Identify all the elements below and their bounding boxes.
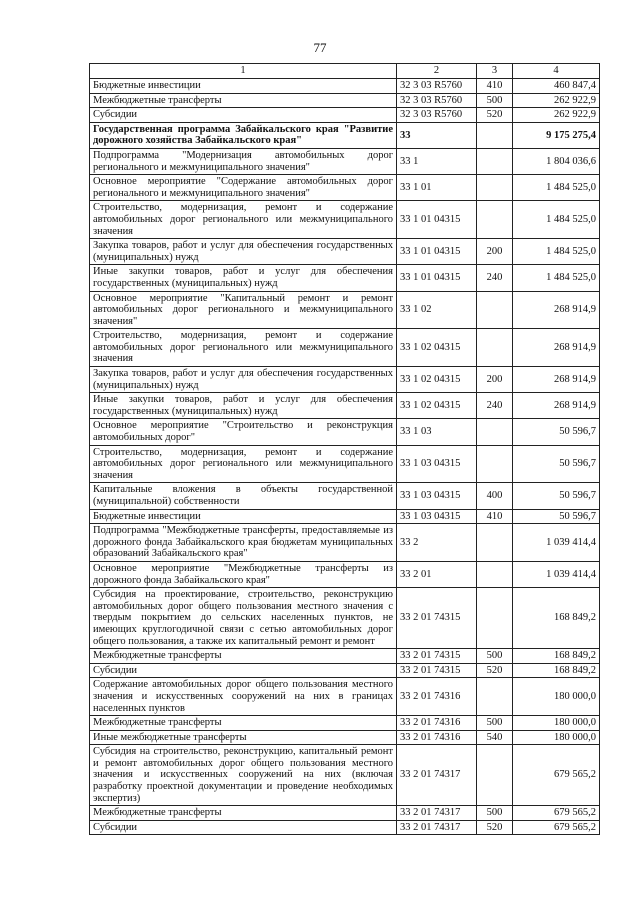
row-code-cell: 33 1 02 04315 bbox=[397, 329, 477, 367]
row-code-cell: 33 2 01 74316 bbox=[397, 678, 477, 716]
row-code-cell: 33 1 02 04315 bbox=[397, 393, 477, 419]
row-code-cell: 33 2 01 74315 bbox=[397, 588, 477, 649]
table-row bbox=[90, 79, 600, 94]
row-amount-cell: 1 039 414,4 bbox=[513, 524, 600, 562]
table-row bbox=[90, 649, 600, 664]
row-amount-cell: 180 000,0 bbox=[513, 678, 600, 716]
header-code: 2 bbox=[397, 64, 477, 79]
row-amount-cell: 50 596,7 bbox=[513, 483, 600, 509]
row-code-cell: 33 2 01 bbox=[397, 561, 477, 587]
row-amount-cell: 1 484 525,0 bbox=[513, 201, 600, 239]
row-vr-cell bbox=[477, 329, 513, 367]
row-code-cell: 32 3 03 R5760 bbox=[397, 79, 477, 94]
row-amount-cell: 268 914,9 bbox=[513, 393, 600, 419]
row-vr-cell: 520 bbox=[477, 820, 513, 835]
table-row bbox=[90, 265, 600, 291]
row-name-cell: Субсидии bbox=[90, 820, 397, 835]
table-row bbox=[90, 329, 600, 367]
row-name-cell: Закупка товаров, работ и услуг для обеспечения государственных (муниципальных) нужд bbox=[90, 239, 397, 265]
row-name-cell: Основное мероприятие "Строительство и реконструкция автомобильных дорог" bbox=[90, 419, 397, 445]
table-row bbox=[90, 561, 600, 587]
table-row bbox=[90, 367, 600, 393]
table-row bbox=[90, 93, 600, 108]
row-vr-cell: 520 bbox=[477, 108, 513, 123]
row-name-cell: Иные закупки товаров, работ и услуг для обеспечения государственных (муниципальных) нужд bbox=[90, 265, 397, 291]
row-name-cell: Субсидии bbox=[90, 663, 397, 678]
row-code-cell: 32 3 03 R5760 bbox=[397, 93, 477, 108]
row-code-cell: 33 1 03 04315 bbox=[397, 509, 477, 524]
row-name-cell: Строительство, модернизация, ремонт и содержание автомобильных дорог регионального или межмуниципального значения bbox=[90, 329, 397, 367]
row-code-cell: 33 2 01 74317 bbox=[397, 820, 477, 835]
table-row bbox=[90, 588, 600, 649]
table-row bbox=[90, 483, 600, 509]
row-vr-cell: 500 bbox=[477, 93, 513, 108]
row-vr-cell: 200 bbox=[477, 367, 513, 393]
row-code-cell: 33 1 03 bbox=[397, 419, 477, 445]
row-amount-cell: 262 922,9 bbox=[513, 93, 600, 108]
row-name-cell: Содержание автомобильных дорог общего пользования местного значения и искусственных сооружений на них в границах населенных пунктов bbox=[90, 678, 397, 716]
row-vr-cell bbox=[477, 201, 513, 239]
row-vr-cell: 500 bbox=[477, 649, 513, 664]
row-amount-cell: 50 596,7 bbox=[513, 509, 600, 524]
row-amount-cell: 679 565,2 bbox=[513, 820, 600, 835]
row-vr-cell bbox=[477, 588, 513, 649]
row-name-cell: Субсидия на проектирование, строительство, реконструкцию автомобильных дорог общего пользования местного значения с твердым покрытием до сельских населенных пунктов, не имеющих круглогодичной связи с сетью автомобильных дорог общего пользования, а также их капитальный ремонт и ремонт bbox=[90, 588, 397, 649]
row-amount-cell: 180 000,0 bbox=[513, 730, 600, 745]
row-name-cell: Межбюджетные трансферты bbox=[90, 93, 397, 108]
row-amount-cell: 268 914,9 bbox=[513, 329, 600, 367]
row-code-cell: 33 2 01 74317 bbox=[397, 806, 477, 821]
page-number: 77 bbox=[313, 40, 327, 55]
row-vr-cell: 400 bbox=[477, 483, 513, 509]
row-vr-cell bbox=[477, 291, 513, 329]
row-code-cell: 33 2 01 74316 bbox=[397, 730, 477, 745]
row-code-cell: 33 2 bbox=[397, 524, 477, 562]
row-vr-cell bbox=[477, 175, 513, 201]
row-amount-cell: 268 914,9 bbox=[513, 367, 600, 393]
row-vr-cell: 410 bbox=[477, 509, 513, 524]
row-code-cell: 33 2 01 74315 bbox=[397, 649, 477, 664]
row-code-cell: 33 1 bbox=[397, 148, 477, 174]
table-row bbox=[90, 122, 600, 148]
row-amount-cell: 168 849,2 bbox=[513, 663, 600, 678]
row-amount-cell: 460 847,4 bbox=[513, 79, 600, 94]
row-vr-cell bbox=[477, 148, 513, 174]
table-row bbox=[90, 175, 600, 201]
row-name-cell: Бюджетные инвестиции bbox=[90, 509, 397, 524]
row-name-cell: Межбюджетные трансферты bbox=[90, 806, 397, 821]
row-name-cell: Государственная программа Забайкальского края "Развитие дорожного хозяйства Забайкальского края" bbox=[90, 122, 397, 148]
row-vr-cell bbox=[477, 745, 513, 806]
header-vr: 3 bbox=[477, 64, 513, 79]
row-name-cell: Строительство, модернизация, ремонт и содержание автомобильных дорог регионального или межмуниципального значения bbox=[90, 445, 397, 483]
row-vr-cell: 500 bbox=[477, 806, 513, 821]
row-vr-cell: 200 bbox=[477, 239, 513, 265]
row-vr-cell: 410 bbox=[477, 79, 513, 94]
row-amount-cell: 1 039 414,4 bbox=[513, 561, 600, 587]
row-code-cell: 33 1 03 04315 bbox=[397, 445, 477, 483]
row-amount-cell: 262 922,9 bbox=[513, 108, 600, 123]
row-name-cell: Капитальные вложения в объекты государственной (муниципальной) собственности bbox=[90, 483, 397, 509]
row-amount-cell: 1 484 525,0 bbox=[513, 239, 600, 265]
budget-table bbox=[89, 63, 600, 835]
row-name-cell: Иные межбюджетные трансферты bbox=[90, 730, 397, 745]
row-code-cell: 33 2 01 74317 bbox=[397, 745, 477, 806]
row-code-cell: 33 1 03 04315 bbox=[397, 483, 477, 509]
table-row bbox=[90, 419, 600, 445]
table-row bbox=[90, 716, 600, 731]
row-vr-cell bbox=[477, 678, 513, 716]
row-code-cell: 33 1 01 04315 bbox=[397, 239, 477, 265]
row-name-cell: Основное мероприятие "Содержание автомобильных дорог регионального и межмуниципального значения" bbox=[90, 175, 397, 201]
table-row bbox=[90, 393, 600, 419]
row-name-cell: Бюджетные инвестиции bbox=[90, 79, 397, 94]
table-row bbox=[90, 239, 600, 265]
row-amount-cell: 180 000,0 bbox=[513, 716, 600, 731]
row-vr-cell: 520 bbox=[477, 663, 513, 678]
table-row bbox=[90, 730, 600, 745]
row-amount-cell: 9 175 275,4 bbox=[513, 122, 600, 148]
table-row bbox=[90, 678, 600, 716]
table-row bbox=[90, 201, 600, 239]
row-name-cell: Подпрограмма "Модернизация автомобильных дорог регионального и межмуниципального значения" bbox=[90, 148, 397, 174]
table-row bbox=[90, 663, 600, 678]
row-code-cell: 33 2 01 74315 bbox=[397, 663, 477, 678]
table-row bbox=[90, 445, 600, 483]
row-code-cell: 33 1 01 bbox=[397, 175, 477, 201]
row-amount-cell: 50 596,7 bbox=[513, 419, 600, 445]
row-name-cell: Строительство, модернизация, ремонт и содержание автомобильных дорог регионального или межмуниципального значения bbox=[90, 201, 397, 239]
row-name-cell: Подпрограмма "Межбюджетные трансферты, предоставляемые из дорожного фонда Забайкальского края бюджетам муниципальных образований Забайкальского края" bbox=[90, 524, 397, 562]
row-vr-cell bbox=[477, 524, 513, 562]
row-name-cell: Межбюджетные трансферты bbox=[90, 649, 397, 664]
row-amount-cell: 1 804 036,6 bbox=[513, 148, 600, 174]
header-name: 1 bbox=[90, 64, 397, 79]
row-vr-cell: 240 bbox=[477, 265, 513, 291]
table-row bbox=[90, 108, 600, 123]
row-vr-cell bbox=[477, 445, 513, 483]
row-amount-cell: 168 849,2 bbox=[513, 588, 600, 649]
row-amount-cell: 50 596,7 bbox=[513, 445, 600, 483]
table-row bbox=[90, 820, 600, 835]
row-vr-cell: 540 bbox=[477, 730, 513, 745]
table-header-row bbox=[90, 64, 600, 79]
table-row bbox=[90, 509, 600, 524]
row-code-cell: 33 2 01 74316 bbox=[397, 716, 477, 731]
row-amount-cell: 679 565,2 bbox=[513, 745, 600, 806]
row-vr-cell: 240 bbox=[477, 393, 513, 419]
table-row bbox=[90, 806, 600, 821]
header-amount: 4 bbox=[513, 64, 600, 79]
row-name-cell: Межбюджетные трансферты bbox=[90, 716, 397, 731]
table-row bbox=[90, 148, 600, 174]
row-code-cell: 32 3 03 R5760 bbox=[397, 108, 477, 123]
row-code-cell: 33 bbox=[397, 122, 477, 148]
row-vr-cell: 500 bbox=[477, 716, 513, 731]
row-code-cell: 33 1 02 04315 bbox=[397, 367, 477, 393]
row-amount-cell: 268 914,9 bbox=[513, 291, 600, 329]
row-name-cell: Основное мероприятие "Межбюджетные трансферты из дорожного фонда Забайкальского края" bbox=[90, 561, 397, 587]
row-amount-cell: 679 565,2 bbox=[513, 806, 600, 821]
row-code-cell: 33 1 02 bbox=[397, 291, 477, 329]
row-code-cell: 33 1 01 04315 bbox=[397, 201, 477, 239]
table-row bbox=[90, 291, 600, 329]
row-amount-cell: 168 849,2 bbox=[513, 649, 600, 664]
row-amount-cell: 1 484 525,0 bbox=[513, 265, 600, 291]
row-code-cell: 33 1 01 04315 bbox=[397, 265, 477, 291]
row-name-cell: Иные закупки товаров, работ и услуг для обеспечения государственных (муниципальных) нужд bbox=[90, 393, 397, 419]
row-name-cell: Закупка товаров, работ и услуг для обеспечения государственных (муниципальных) нужд bbox=[90, 367, 397, 393]
row-vr-cell bbox=[477, 419, 513, 445]
row-vr-cell bbox=[477, 122, 513, 148]
row-vr-cell bbox=[477, 561, 513, 587]
row-name-cell: Субсидия на строительство, реконструкцию, капитальный ремонт и ремонт автомобильных дорог общего пользования местного значения и искусственных сооружений на них (включая разработку проектной документации и проведение необходимых экспертиз) bbox=[90, 745, 397, 806]
table-row bbox=[90, 524, 600, 562]
row-name-cell: Основное мероприятие "Капитальный ремонт и ремонт автомобильных дорог регионального и межмуниципального значения" bbox=[90, 291, 397, 329]
row-amount-cell: 1 484 525,0 bbox=[513, 175, 600, 201]
table-row bbox=[90, 745, 600, 806]
row-name-cell: Субсидии bbox=[90, 108, 397, 123]
